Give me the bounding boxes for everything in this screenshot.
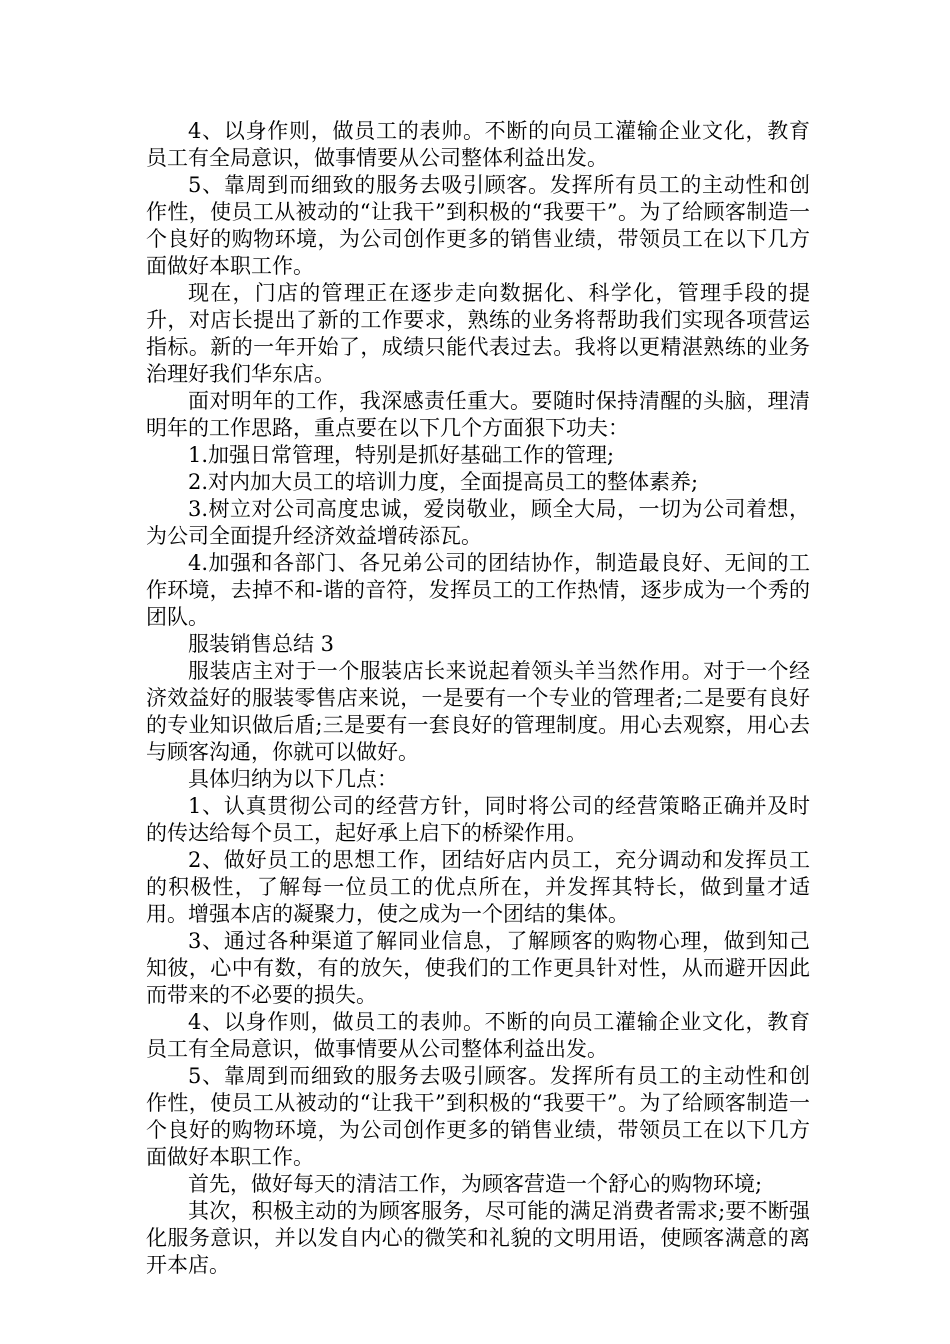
document-body: [146, 118, 810, 1279]
list-item: 1.加强日常管理，特别是抓好基础工作的管理;: [188, 443, 615, 467]
list-item: 5、靠周到而细致的服务去吸引顾客。发挥所有员工的主动性和创作性，使员工从被动的“让我干”到积极的“我要干”。为了给顾客制造一个良好的购物环境，为公司创作更多的销售业绩，带领员工在以下几方面做好本职工作。: [146, 1064, 810, 1169]
paragraph: 首先，做好每天的清洁工作，为顾客营造一个舒心的购物环境;: [188, 1172, 763, 1196]
list-item: 3.树立对公司高度忠诚，爱岗敬业，顾全大局，一切为公司着想，为公司全面提升经济效益增砖添瓦。: [146, 497, 810, 548]
paragraph: 面对明年的工作，我深感责任重大。要随时保持清醒的头脑，理清明年的工作思路，重点要在以下几个方面狠下功夫：: [146, 389, 810, 440]
list-item: 2.对内加大员工的培训力度，全面提高员工的整体素养;: [188, 470, 699, 494]
list-item: 2、做好员工的思想工作，团结好店内员工，充分调动和发挥员工的积极性，了解每一位员工的优点所在，并发挥其特长，做到量才适用。增强本店的凝聚力，使之成为一个团结的集体。: [146, 848, 810, 926]
paragraph: 具体归纳为以下几点：: [188, 767, 398, 791]
paragraph: 现在，门店的管理正在逐步走向数据化、科学化，管理手段的提升，对店长提出了新的工作要求，熟练的业务将帮助我们实现各项营运指标。新的一年开始了，成绩只能代表过去。我将以更精湛熟练的业务治理好我们华东店。: [146, 281, 810, 386]
paragraph: 服装店主对于一个服装店长来说起着领头羊当然作用。对于一个经济效益好的服装零售店来说，一是要有一个专业的管理者;二是要有良好的专业知识做后盾;三是要有一套良好的管理制度。用心去观察，用心去与顾客沟通，你就可以做好。: [146, 659, 810, 764]
paragraph: 其次，积极主动的为顾客服务，尽可能的满足消费者需求;要不断强化服务意识，并以发自内心的微笑和礼貌的文明用语，使顾客满意的离开本店。: [146, 1199, 810, 1277]
list-item: 1、认真贯彻公司的经营方针，同时将公司的经营策略正确并及时的传达给每个员工，起好承上启下的桥梁作用。: [146, 794, 810, 845]
list-item: 4.加强和各部门、各兄弟公司的团结协作，制造最良好、无间的工作环境，去掉不和-谐的音符，发挥员工的工作热情，逐步成为一个秀的团队。: [146, 551, 810, 629]
list-item: 3、通过各种渠道了解同业信息，了解顾客的购物心理，做到知己知彼，心中有数，有的放矢，使我们的工作更具针对性，从而避开因此而带来的不必要的损失。: [146, 929, 810, 1007]
section-heading: 服装销售总结 3: [188, 632, 335, 656]
paragraph: 4、以身作则，做员工的表帅。不断的向员工灌输企业文化，教育员工有全局意识，做事情要从公司整体利益出发。: [146, 119, 810, 170]
list-item: 4、以身作则，做员工的表帅。不断的向员工灌输企业文化，教育员工有全局意识，做事情要从公司整体利益出发。: [146, 1010, 810, 1061]
paragraph: 5、靠周到而细致的服务去吸引顾客。发挥所有员工的主动性和创作性，使员工从被动的“让我干”到积极的“我要干”。为了给顾客制造一个良好的购物环境，为公司创作更多的销售业绩，带领员工在以下几方面做好本职工作。: [146, 173, 810, 278]
